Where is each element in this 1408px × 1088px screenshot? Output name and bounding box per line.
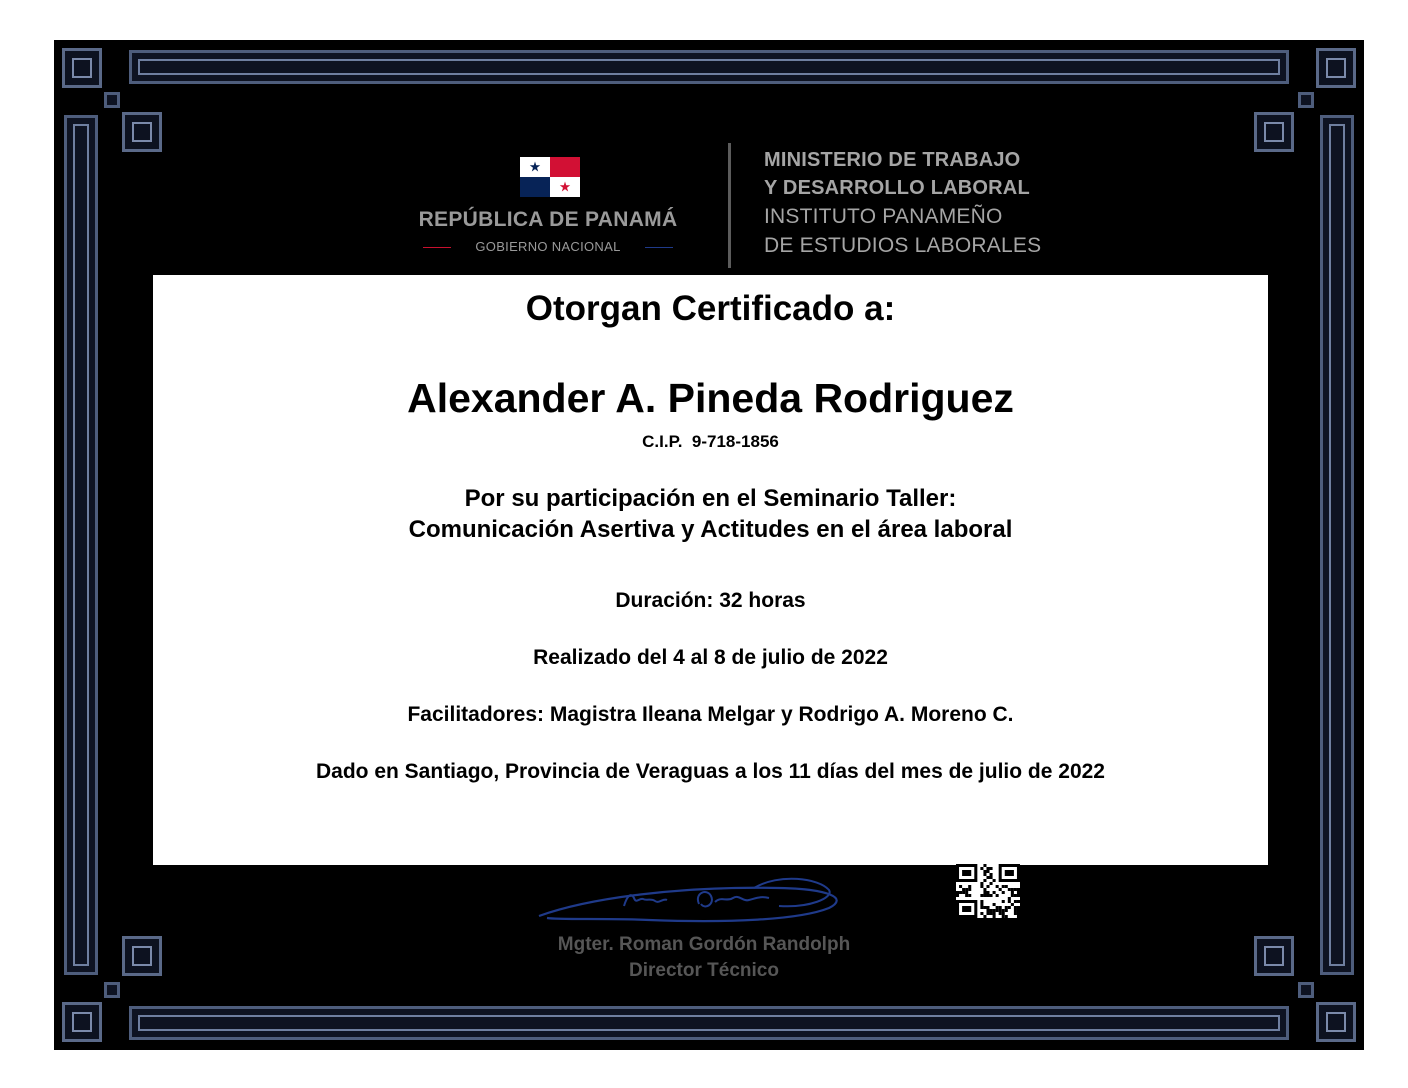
duration: Duración: 32 horas xyxy=(615,589,806,612)
ministry-line-1: MINISTERIO DE TRABAJO xyxy=(764,149,1021,171)
government-text: GOBIERNO NACIONAL xyxy=(475,239,621,254)
certificate xyxy=(54,40,1364,1050)
signature xyxy=(529,868,859,938)
header-divider xyxy=(728,143,731,268)
issue-place-date: Dado en Santiago, Provincia de Veraguas a los 11 días del mes de julio de 2022 xyxy=(316,760,1105,783)
header xyxy=(54,40,1364,280)
event-dates: Realizado del 4 al 8 de julio de 2022 xyxy=(533,646,888,669)
signatory-name: Mgter. Roman Gordón Randolph xyxy=(557,934,851,955)
recipient-id: C.I.P. 9-718-1856 xyxy=(642,432,779,451)
institute-line-2: DE ESTUDIOS LABORALES xyxy=(764,234,1042,257)
ministry-block xyxy=(764,146,1041,260)
recipient-name: Alexander A. Pineda Rodriguez xyxy=(407,375,1014,421)
institute-line-1: INSTITUTO PANAMEÑO xyxy=(764,205,1003,228)
signatory-title: Director Técnico xyxy=(629,960,779,981)
facilitators: Facilitadores: Magistra Ileana Melgar y Rodrigo A. Moreno C. xyxy=(407,703,1014,726)
certificate-title: Otorgan Certificado a: xyxy=(525,289,896,328)
qr-code xyxy=(956,864,1020,918)
country-name: REPÚBLICA DE PANAMÁ xyxy=(418,208,678,231)
government-label xyxy=(423,239,673,257)
certificate-body xyxy=(153,275,1268,865)
participation-line-2: Comunicación Asertiva y Actitudes en el área laboral xyxy=(408,516,1013,543)
ministry-line-2: Y DESARROLLO LABORAL xyxy=(764,177,1030,199)
panama-flag-icon xyxy=(520,157,580,197)
participation-line-1: Por su participación en el Seminario Taller: xyxy=(464,485,957,512)
